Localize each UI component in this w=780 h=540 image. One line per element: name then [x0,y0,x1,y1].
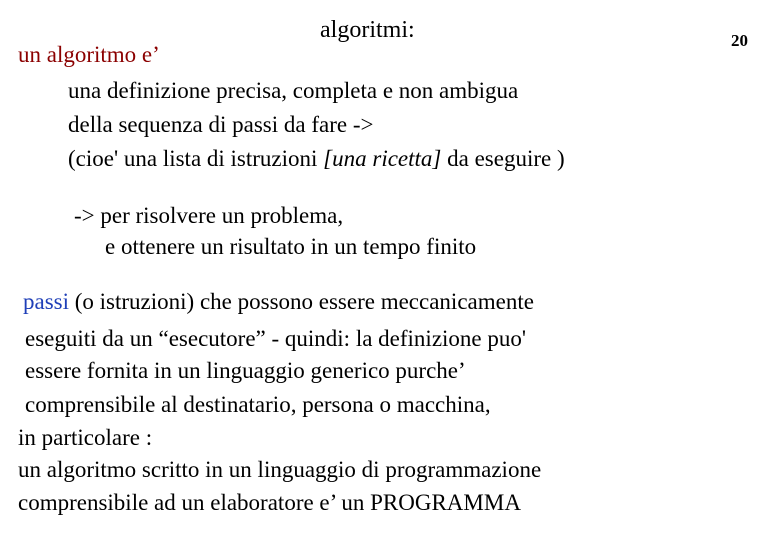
definition-line-3 [68,145,565,173]
definition-line-3-end: da eseguire ) [441,146,565,171]
definition-line-3-start: (cioe' una lista di istruzioni [68,146,324,171]
steps-line-1 [23,288,534,316]
steps-term: passi [23,289,69,314]
definition-line-1: una definizione precisa, completa e non ambigua [68,78,519,103]
purpose-line-2: e ottenere un risultato in un tempo finito [105,234,477,259]
recipe-italic-text: [una ricetta] [323,146,442,171]
steps-line-3: essere fornita in un linguaggio generico purche’ [25,358,466,383]
steps-line-6: un algoritmo scritto in un linguaggio di programmazione [18,457,542,482]
steps-line-4: comprensibile al destinatario, persona o macchina, [25,392,491,417]
steps-line-7 [18,489,521,517]
definition-line-2: della sequenza di passi da fare -> [68,112,374,137]
steps-line-2: eseguiti da un “esecutore” - quindi: la definizione puo' [25,326,527,351]
steps-line-7-start: comprensibile ad un elaboratore e’ un [18,490,371,515]
steps-line-5: in particolare : [18,425,153,450]
definition-heading: un algoritmo e’ [18,42,160,67]
steps-line-1-rest: (o istruzioni) che possono essere meccanicamente [69,289,534,314]
program-emphasis: PROGRAMMA [370,490,521,515]
purpose-line-1: -> per risolvere un problema, [74,203,344,228]
page-number: 20 [731,31,748,50]
slide-title: algoritmi: [320,17,415,43]
